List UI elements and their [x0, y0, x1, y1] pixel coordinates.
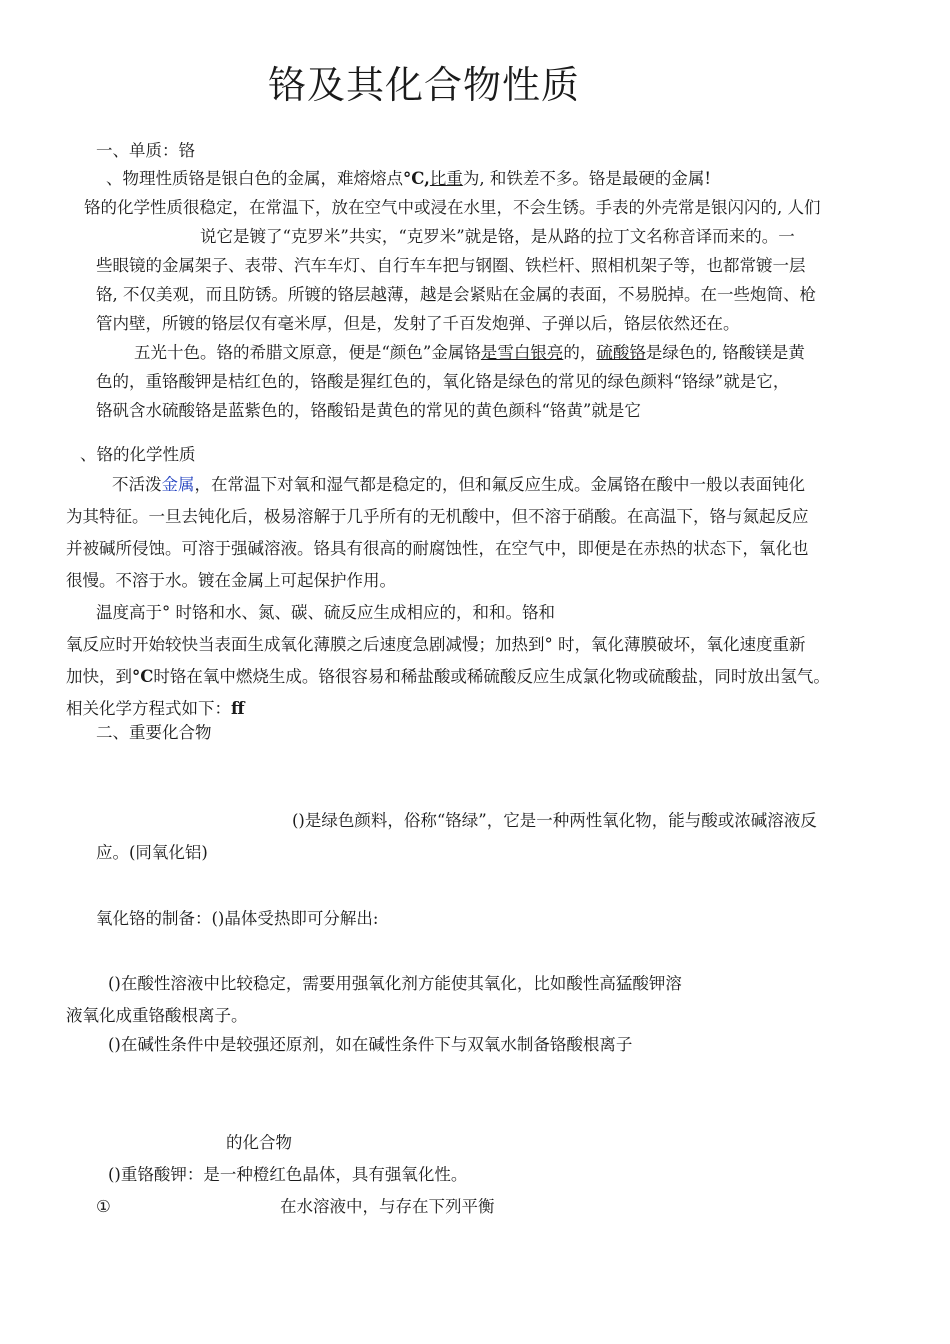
- s2-line-1: [112, 474, 805, 496]
- section2-heading: 、铬的化学性质: [80, 445, 196, 464]
- s1-line-1: [106, 168, 711, 190]
- page-title: 铬及其化合物性质: [268, 63, 581, 107]
- s1-line-7-underlined-1: 是雪白银亮: [480, 343, 564, 362]
- s2-line-2: 为其特征。一旦去钝化后，极易溶解于几乎所有的无机酸中，但不溶于硝酸。在高温下，铬与氮起反应: [66, 507, 809, 526]
- s3-line-4: ()在酸性溶液中比较稳定，需要用强氧化剂方能使其氧化，比如酸性高猛酸钾溶: [108, 974, 682, 993]
- s3-line-8: ()重铬酸钾：是一种橙红色晶体，具有强氧化性。: [108, 1165, 468, 1184]
- s1-line-5: 铬, 不仅美观，而且防锈。所镀的铬层越薄，越是会紧贴在金属的表面，不易脱掉。在一些炮筒、枪: [96, 285, 816, 304]
- s1-line-8: 色的，重铬酸钾是桔红色的，铬酸是猩红色的，氧化铬是绿色的常见的绿色颜料“铬绿”就是它，: [96, 372, 790, 391]
- s1-line-6: 管内壁，所镀的铬层仅有毫米厚，但是，发射了千百发炮弹、子弹以后，铬层依然还在。: [96, 314, 740, 333]
- s1-line-2: 铬的化学性质很稳定，在常温下，放在空气中或浸在水里，不会生锈。手表的外壳常是银闪闪的, 人们: [84, 198, 821, 217]
- s2-line-1-tail: ，在常温下对氧和湿气都是稳定的，但和氟反应生成。金属铬在酸中一般以表面钝化: [194, 475, 805, 494]
- s3-line-9: 在水溶液中，与存在下列平衡: [280, 1197, 495, 1216]
- s1-line-1-underlined: 比重: [429, 169, 463, 188]
- s3-line-9-marker: ①: [96, 1197, 111, 1216]
- s2-line-7: [66, 666, 830, 688]
- s1-line-1-unit: °C,: [403, 169, 430, 188]
- metal-link[interactable]: 金属: [161, 475, 195, 494]
- s3-line-2: 应。(同氧化铝): [96, 843, 208, 862]
- s3-line-5: 液氧化成重铬酸根离子。: [66, 1006, 248, 1025]
- s2-line-8: [66, 698, 245, 720]
- s2-line-7-unit: °C: [132, 667, 154, 686]
- s3-line-1: ()是绿色颜料，俗称“铬绿”，它是一种两性氧化物，能与酸或浓碱溶液反: [292, 811, 817, 830]
- s2-line-7-tail: 时铬在氧中燃烧生成。铬很容易和稀盐酸或稀硫酸反应生成氯化物或硫酸盐，同时放出氢气。: [153, 667, 830, 686]
- s2-line-3: 并被碱所侵蚀。可溶于强碱溶液。铬具有很高的耐腐蚀性，在空气中，即便是在赤热的状态下，氧化也: [66, 539, 809, 558]
- s1-line-1-tail: 为, 和铁差不多。铬是最硬的金属!: [462, 169, 711, 188]
- s1-line-7-mid: 的，: [563, 343, 597, 362]
- s2-line-6: 氧反应时开始较快当表面生成氧化薄膜之后速度急剧减慢；加热到° 时，氧化薄膜破坏，氧化速度重新: [66, 635, 806, 654]
- s1-line-7-tail: 是绿色的, 铬酸镁是黄: [645, 343, 805, 362]
- s1-line-1-text: 、物理性质铬是银白色的金属，难熔熔点: [106, 169, 403, 188]
- s1-line-7-underlined-2: 硫酸铬: [596, 343, 646, 362]
- s3-line-6: ()在碱性条件中是较强还原剂，如在碱性条件下与双氧水制备铬酸根离子: [108, 1035, 633, 1054]
- section1-heading: 一、单质：铬: [96, 141, 195, 160]
- s1-line-3: 说它是镀了“克罗米”共实，“克罗米”就是铬，是从路的拉丁文名称音译而来的。一: [200, 227, 795, 246]
- s2-line-1-text: 不活泼: [112, 475, 162, 494]
- s3-line-3: 氧化铬的制备：()晶体受热即可分解出:: [96, 909, 379, 928]
- s1-line-7-text: 五光十色。铬的希腊文原意，便是“颜色”金属铬: [134, 343, 481, 362]
- s2-line-7-text: 加快，到: [66, 667, 132, 686]
- s1-line-4: 些眼镜的金属架子、表带、汽车车灯、自行车车把与钢圈、铁栏杆、照相机架子等，也都常镀一层: [96, 256, 806, 275]
- s2-line-8-ff: ff: [231, 699, 245, 718]
- s3-line-7: 的化合物: [226, 1133, 292, 1152]
- s2-line-8-text: 相关化学方程式如下：: [66, 699, 231, 718]
- s2-line-5: 温度高于° 时铬和水、氮、碳、硫反应生成相应的，和和。铬和: [96, 603, 555, 622]
- s1-line-9: 铬矾含水硫酸铬是蓝紫色的，铬酸铅是黄色的常见的黄色颜科“铬黄”就是它: [96, 401, 641, 420]
- s2-line-4: 很慢。不溶于水。镀在金属上可起保护作用。: [66, 571, 396, 590]
- section3-heading: 二、重要化合物: [96, 723, 212, 742]
- s1-line-7: [134, 342, 805, 364]
